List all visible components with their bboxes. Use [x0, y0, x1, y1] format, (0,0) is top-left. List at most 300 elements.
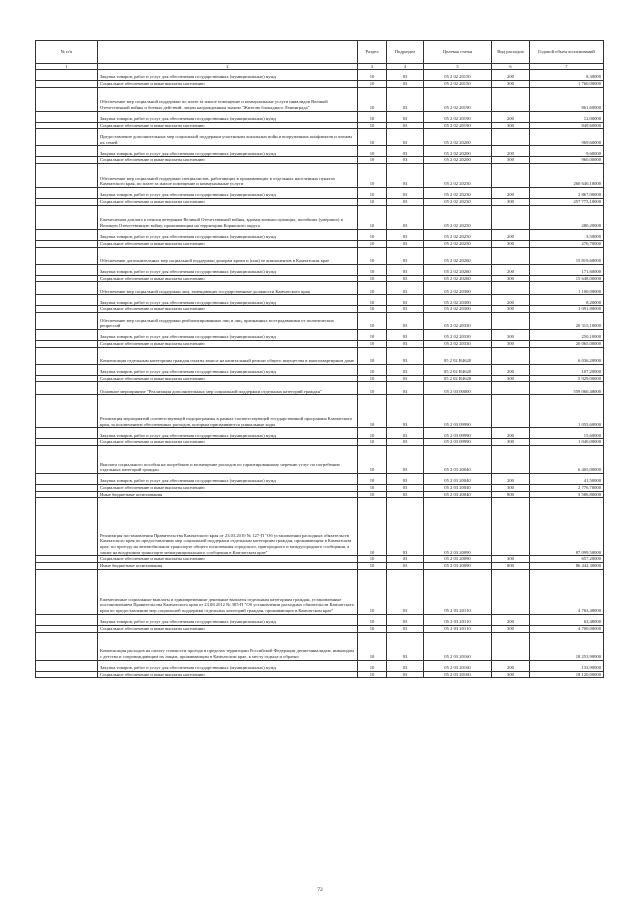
row-podrazdel-cell: 03	[387, 485, 424, 492]
row-name-cell: Социальное обеспечение и иные выплаты населению	[98, 375, 358, 382]
row-number-cell	[36, 556, 98, 563]
table-row	[36, 375, 604, 382]
row-name-cell: Закупка товаров, работ и услуг для обеспечения государственных (муниципальных) нужд	[98, 660, 358, 671]
row-podrazdel-cell: 03	[387, 129, 424, 146]
table-row	[36, 614, 604, 625]
row-amount-cell: 3 586,80000	[530, 491, 604, 498]
row-number-cell	[36, 129, 98, 146]
row-name-cell: Обеспечение мер социальной поддержки по плате за жилое помещение и коммунальные услуги инвалидов Великой Отечественной войны и боевых действий, лицам награжденным знаком "Жителю блокадного Ленинграда"	[98, 87, 358, 111]
row-razdel-cell: 10	[358, 205, 387, 229]
row-name-cell: Закупка товаров, работ и услуг для обеспечения государственных (муниципальных) нужд	[98, 264, 358, 275]
row-razdel-cell: 10	[358, 632, 387, 660]
row-razdel-cell: 10	[358, 229, 387, 240]
row-target-article-cell: 05 2 02 20330	[424, 312, 492, 329]
row-razdel-cell: 10	[358, 474, 387, 485]
row-target-article-cell: 05 2 03 20040	[424, 474, 492, 485]
row-name-cell: Социальное обеспечение и иные выплаты населению	[98, 275, 358, 282]
row-target-article-cell: 05 2 03 20040	[424, 485, 492, 492]
row-razdel-cell: 10	[358, 70, 387, 81]
row-razdel-cell: 10	[358, 329, 387, 340]
row-amount-cell: 5 929,00000	[530, 375, 604, 382]
row-target-article-cell: 05 2 02 20300	[424, 306, 492, 313]
row-amount-cell: 6 405,00000	[530, 446, 604, 474]
row-name-cell: Закупка товаров, работ и услуг для обеспечения государственных (муниципальных) нужд	[98, 364, 358, 375]
row-number-cell	[36, 364, 98, 375]
row-amount-cell: 86 442,30000	[530, 563, 604, 570]
row-target-article-cell: 05 2 02 20230	[424, 188, 492, 199]
row-razdel-cell: 10	[358, 347, 387, 364]
row-razdel-cell: 10	[358, 556, 387, 563]
row-target-article-cell: 05 2 03 09990	[424, 428, 492, 439]
row-amount-cell: 87 099,50000	[530, 498, 604, 556]
row-number-cell	[36, 671, 98, 678]
row-podrazdel-cell: 03	[387, 312, 424, 329]
table-row	[36, 428, 604, 439]
row-expense-type-cell: 200	[492, 295, 530, 306]
budget-table-container	[35, 40, 603, 678]
row-podrazdel-cell: 03	[387, 428, 424, 439]
row-razdel-cell: 10	[358, 81, 387, 88]
row-razdel-cell: 10	[358, 282, 387, 295]
row-number-cell	[36, 439, 98, 446]
table-header-row	[36, 41, 604, 64]
table-row	[36, 329, 604, 340]
row-razdel-cell: 10	[358, 312, 387, 329]
row-razdel-cell: 10	[358, 340, 387, 347]
row-amount-cell: 63,48000	[530, 614, 604, 625]
row-razdel-cell: 10	[358, 625, 387, 632]
row-name-cell: Закупка товаров, работ и услуг для обеспечения государственных (муниципальных) нужд	[98, 146, 358, 157]
table-row	[36, 111, 604, 122]
column-number: 4	[387, 64, 424, 70]
row-number-cell	[36, 229, 98, 240]
column-number: 7	[530, 64, 604, 70]
row-target-article-cell: 05 2 03 09990	[424, 395, 492, 428]
row-expense-type-cell: 300	[492, 625, 530, 632]
row-podrazdel-cell: 03	[387, 264, 424, 275]
row-expense-type-cell: 200	[492, 229, 530, 240]
column-number: 2	[98, 64, 358, 70]
row-target-article-cell: 05 2 02 20260	[424, 275, 492, 282]
row-razdel-cell: 10	[358, 428, 387, 439]
row-razdel-cell: 10	[358, 382, 387, 395]
row-target-article-cell: 05 2 03 00000	[424, 382, 492, 395]
row-number-cell	[36, 329, 98, 340]
row-target-article-cell: 05 2 02 20200	[424, 146, 492, 157]
table-row	[36, 632, 604, 660]
row-name-cell: Выплата социального пособия на погребение и возмещение расходов по гарантированному перечню услуг по погребению отдельных категорий граждан	[98, 446, 358, 474]
column-number: 3	[358, 64, 387, 70]
row-target-article-cell: 05 2 03 20090	[424, 563, 492, 570]
row-expense-type-cell: 300	[492, 199, 530, 206]
row-name-cell: Закупка товаров, работ и услуг для обеспечения государственных (муниципальных) нужд	[98, 111, 358, 122]
row-amount-cell: 18 120,00000	[530, 671, 604, 678]
row-expense-type-cell: 300	[492, 340, 530, 347]
table-row	[36, 439, 604, 446]
row-amount-cell: 15,60000	[530, 428, 604, 439]
row-podrazdel-cell: 03	[387, 340, 424, 347]
row-expense-type-cell	[492, 164, 530, 188]
row-razdel-cell: 10	[358, 491, 387, 498]
table-row	[36, 122, 604, 129]
table-row	[36, 347, 604, 364]
row-podrazdel-cell: 03	[387, 329, 424, 340]
row-target-article-cell: 05 2 02 R4620	[424, 375, 492, 382]
row-target-article-cell: 05 2 02 20260	[424, 264, 492, 275]
header-name	[98, 41, 358, 64]
row-amount-cell: 2 867,00000	[530, 188, 604, 199]
row-number-cell	[36, 188, 98, 199]
row-target-article-cell: 05 2 02 20250	[424, 229, 492, 240]
row-expense-type-cell: 300	[492, 81, 530, 88]
table-row	[36, 87, 604, 111]
row-razdel-cell: 10	[358, 446, 387, 474]
row-amount-cell: 1 091,80000	[530, 306, 604, 313]
table-row	[36, 205, 604, 229]
row-number-cell	[36, 312, 98, 329]
row-name-cell: Закупка товаров, работ и услуг для обеспечения государственных (муниципальных) нужд	[98, 188, 358, 199]
table-row	[36, 157, 604, 164]
column-number: 5	[424, 64, 492, 70]
row-expense-type-cell: 200	[492, 474, 530, 485]
row-amount-cell: 276,70000	[530, 240, 604, 247]
row-target-article-cell: 05 2 02 20300	[424, 295, 492, 306]
row-number-cell	[36, 485, 98, 492]
row-expense-type-cell: 200	[492, 264, 530, 275]
row-number-cell	[36, 122, 98, 129]
row-target-article-cell: 05 2 03 20110	[424, 625, 492, 632]
row-amount-cell: 849,60000	[530, 122, 604, 129]
row-expense-type-cell: 300	[492, 439, 530, 446]
row-podrazdel-cell: 03	[387, 375, 424, 382]
table-row	[36, 446, 604, 474]
row-amount-cell: 8,20000	[530, 295, 604, 306]
row-name-cell: Социальное обеспечение и иные выплаты населению	[98, 81, 358, 88]
row-amount-cell: 3,50000	[530, 229, 604, 240]
row-number-cell	[36, 205, 98, 229]
row-target-article-cell: 05 2 03 20160	[424, 671, 492, 678]
row-target-article-cell: 05 2 02 R4620	[424, 347, 492, 364]
row-name-cell: Иные бюджетные ассигнования	[98, 563, 358, 570]
row-number-cell	[36, 632, 98, 660]
row-name-cell: Ежемесячная доплата к пенсии ветеранам Великой Отечественной войны, вдовам военнослужащих, погибших (умерших) в Великую Отечественную войну, проживающим на территории Корякского округа	[98, 205, 358, 229]
row-podrazdel-cell: 03	[387, 122, 424, 129]
row-razdel-cell: 10	[358, 364, 387, 375]
row-podrazdel-cell: 03	[387, 146, 424, 157]
row-target-article-cell: 05 2 02 20250	[424, 240, 492, 247]
row-target-article-cell: 05 2 03 20160	[424, 632, 492, 660]
table-row	[36, 306, 604, 313]
row-target-article-cell: 05 2 03 20040	[424, 491, 492, 498]
row-razdel-cell: 10	[358, 295, 387, 306]
row-name-cell: Обеспечение мер социальной поддержки реабилитированных лиц и лиц, признанных пострадавшими от политических репрессий	[98, 312, 358, 329]
row-number-cell	[36, 282, 98, 295]
row-razdel-cell: 10	[358, 240, 387, 247]
row-podrazdel-cell: 03	[387, 188, 424, 199]
row-razdel-cell: 10	[358, 264, 387, 275]
row-name-cell: Компенсация отдельным категориям граждан оплаты взноса на капитальный ремонт общего имущества в многоквартирном доме	[98, 347, 358, 364]
row-expense-type-cell: 200	[492, 70, 530, 81]
row-target-article-cell: 05 2 03 09990	[424, 439, 492, 446]
column-number: 6	[492, 64, 530, 70]
row-expense-type-cell: 800	[492, 563, 530, 570]
row-amount-cell: 9,60000	[530, 146, 604, 157]
table-row	[36, 364, 604, 375]
row-number-cell	[36, 199, 98, 206]
row-expense-type-cell: 200	[492, 188, 530, 199]
row-number-cell	[36, 446, 98, 474]
table-row	[36, 146, 604, 157]
row-name-cell: Социальное обеспечение и иные выплаты населению	[98, 306, 358, 313]
row-expense-type-cell: 300	[492, 275, 530, 282]
row-name-cell: Закупка товаров, работ и услуг для обеспечения государственных (муниципальных) нужд	[98, 229, 358, 240]
row-podrazdel-cell: 03	[387, 614, 424, 625]
row-amount-cell: 107,20000	[530, 364, 604, 375]
row-razdel-cell: 10	[358, 111, 387, 122]
row-razdel-cell: 10	[358, 569, 387, 614]
row-number-cell	[36, 491, 98, 498]
row-amount-cell: 250,10000	[530, 329, 604, 340]
row-number-cell	[36, 87, 98, 111]
row-target-article-cell: 05 2 02 20190	[424, 87, 492, 111]
table-row	[36, 199, 604, 206]
row-amount-cell: 133,90000	[530, 660, 604, 671]
row-expense-type-cell: 300	[492, 671, 530, 678]
row-amount-cell: 960,00000	[530, 157, 604, 164]
row-razdel-cell: 10	[358, 485, 387, 492]
row-number-cell	[36, 340, 98, 347]
row-number-cell	[36, 474, 98, 485]
row-razdel-cell: 10	[358, 157, 387, 164]
table-row	[36, 491, 604, 498]
row-podrazdel-cell: 03	[387, 382, 424, 395]
row-name-cell: Реализация мероприятий соответствующей подпрограммы в рамках соответствующей государственной программы Камчатского края, за исключением обеспеченных расходов, которым присваиваются уникальные коды	[98, 395, 358, 428]
row-number-cell	[36, 247, 98, 264]
table-row	[36, 129, 604, 146]
row-expense-type-cell: 300	[492, 306, 530, 313]
row-expense-type-cell	[492, 632, 530, 660]
row-name-cell: Социальное обеспечение и иные выплаты населению	[98, 157, 358, 164]
row-razdel-cell: 10	[358, 563, 387, 570]
row-amount-cell: 20 065,00000	[530, 340, 604, 347]
row-name-cell: Социальное обеспечение и иные выплаты населению	[98, 556, 358, 563]
row-amount-cell: 861,60000	[530, 87, 604, 111]
row-amount-cell: 559 060,48000	[530, 382, 604, 395]
table-row	[36, 474, 604, 485]
row-name-cell: Социальное обеспечение и иные выплаты населению	[98, 625, 358, 632]
row-number-cell	[36, 498, 98, 556]
header-annual-amount: Годовой объем ассигнований	[530, 41, 604, 64]
row-number-cell	[36, 306, 98, 313]
header-target-article: Целевая статья	[424, 41, 492, 64]
row-number-cell	[36, 240, 98, 247]
table-row	[36, 485, 604, 492]
row-number-cell	[36, 625, 98, 632]
row-podrazdel-cell: 03	[387, 229, 424, 240]
row-name-cell: Обеспечение мер социальной поддержки лиц, замещающих государственные должности Камчатского края	[98, 282, 358, 295]
row-number-cell	[36, 563, 98, 570]
table-row	[36, 264, 604, 275]
table-row	[36, 81, 604, 88]
header-razdel: Раздел	[358, 41, 387, 64]
row-number-cell	[36, 146, 98, 157]
table-row	[36, 188, 604, 199]
row-target-article-cell: 05 2 03 20160	[424, 660, 492, 671]
row-expense-type-cell	[492, 247, 530, 264]
row-target-article-cell: 05 2 02 20200	[424, 157, 492, 164]
row-podrazdel-cell: 03	[387, 671, 424, 678]
row-target-article-cell: 05 2 03 20040	[424, 446, 492, 474]
header-num: № п/п	[36, 41, 98, 64]
table-row	[36, 229, 604, 240]
row-razdel-cell: 10	[358, 439, 387, 446]
row-razdel-cell: 10	[358, 614, 387, 625]
row-podrazdel-cell: 03	[387, 81, 424, 88]
row-podrazdel-cell: 03	[387, 295, 424, 306]
table-row	[36, 340, 604, 347]
table-row	[36, 660, 604, 671]
table-row	[36, 164, 604, 188]
row-expense-type-cell: 300	[492, 240, 530, 247]
table-row	[36, 240, 604, 247]
table-row	[36, 563, 604, 570]
row-razdel-cell: 10	[358, 188, 387, 199]
row-name-cell: Социальное обеспечение и иные выплаты населению	[98, 439, 358, 446]
row-number-cell	[36, 395, 98, 428]
row-amount-cell: 8,30000	[530, 70, 604, 81]
row-podrazdel-cell: 03	[387, 347, 424, 364]
row-name-cell: Закупка товаров, работ и услуг для обеспечения государственных (муниципальных) нужд	[98, 614, 358, 625]
row-amount-cell: 18 253,90000	[530, 632, 604, 660]
row-expense-type-cell: 200	[492, 111, 530, 122]
row-razdel-cell: 10	[358, 164, 387, 188]
row-podrazdel-cell: 03	[387, 563, 424, 570]
row-number-cell	[36, 347, 98, 364]
row-expense-type-cell: 300	[492, 556, 530, 563]
row-target-article-cell: 05 2 03 20090	[424, 498, 492, 556]
row-podrazdel-cell: 03	[387, 240, 424, 247]
row-podrazdel-cell: 03	[387, 87, 424, 111]
row-target-article-cell: 05 2 02 20250	[424, 205, 492, 229]
row-number-cell	[36, 111, 98, 122]
row-target-article-cell: 05 2 02 20300	[424, 282, 492, 295]
row-podrazdel-cell: 03	[387, 164, 424, 188]
row-number-cell	[36, 164, 98, 188]
row-amount-cell: 6 036,20000	[530, 347, 604, 364]
row-amount-cell: 1 055,60000	[530, 395, 604, 428]
row-amount-cell: 12,00000	[530, 111, 604, 122]
row-podrazdel-cell: 03	[387, 282, 424, 295]
row-podrazdel-cell: 03	[387, 395, 424, 428]
row-podrazdel-cell: 03	[387, 364, 424, 375]
row-number-cell	[36, 264, 98, 275]
row-amount-cell: 20 315,10000	[530, 312, 604, 329]
row-expense-type-cell: 300	[492, 122, 530, 129]
row-expense-type-cell	[492, 282, 530, 295]
row-name-cell: Социальное обеспечение и иные выплаты населению	[98, 240, 358, 247]
row-podrazdel-cell: 03	[387, 474, 424, 485]
row-razdel-cell: 10	[358, 129, 387, 146]
row-name-cell: Предоставление дополнительных мер социальной поддержки участникам локальных войн и вооруженных конфликтов и членам их семей	[98, 129, 358, 146]
row-razdel-cell: 10	[358, 199, 387, 206]
row-expense-type-cell	[492, 569, 530, 614]
row-target-article-cell: 05 2 02 20330	[424, 340, 492, 347]
row-expense-type-cell	[492, 87, 530, 111]
row-number-cell	[36, 157, 98, 164]
row-podrazdel-cell: 03	[387, 247, 424, 264]
table-row	[36, 395, 604, 428]
row-expense-type-cell: 200	[492, 364, 530, 375]
row-amount-cell: 280,20000	[530, 205, 604, 229]
column-number: 1	[36, 64, 98, 70]
row-razdel-cell: 10	[358, 375, 387, 382]
row-target-article-cell: 05 2 02 R4620	[424, 364, 492, 375]
row-razdel-cell: 10	[358, 498, 387, 556]
row-expense-type-cell: 200	[492, 660, 530, 671]
row-amount-cell: 4 763,48000	[530, 569, 604, 614]
row-razdel-cell: 10	[358, 247, 387, 264]
row-amount-cell: 2 776,70000	[530, 485, 604, 492]
row-target-article-cell: 05 2 02 20200	[424, 129, 492, 146]
row-expense-type-cell	[492, 446, 530, 474]
row-razdel-cell: 10	[358, 87, 387, 111]
table-row	[36, 625, 604, 632]
row-expense-type-cell: 800	[492, 491, 530, 498]
row-target-article-cell: 05 2 02 20260	[424, 247, 492, 264]
row-number-cell	[36, 81, 98, 88]
table-row	[36, 295, 604, 306]
row-amount-cell: 657,20000	[530, 556, 604, 563]
row-expense-type-cell	[492, 395, 530, 428]
row-expense-type-cell	[492, 129, 530, 146]
row-expense-type-cell: 300	[492, 485, 530, 492]
row-number-cell	[36, 295, 98, 306]
row-podrazdel-cell: 03	[387, 660, 424, 671]
row-expense-type-cell	[492, 498, 530, 556]
row-number-cell	[36, 569, 98, 614]
table-body	[36, 70, 604, 678]
row-expense-type-cell	[492, 205, 530, 229]
row-target-article-cell: 05 2 03 20090	[424, 556, 492, 563]
row-amount-cell: 1 100,00000	[530, 282, 604, 295]
row-target-article-cell: 05 2 03 20110	[424, 614, 492, 625]
row-podrazdel-cell: 03	[387, 498, 424, 556]
row-name-cell: Закупка товаров, работ и услуг для обеспечения государственных (муниципальных) нужд	[98, 474, 358, 485]
row-amount-cell: 1 760,00000	[530, 81, 604, 88]
row-number-cell	[36, 660, 98, 671]
row-target-article-cell: 05 2 02 20330	[424, 329, 492, 340]
row-podrazdel-cell: 03	[387, 625, 424, 632]
row-podrazdel-cell: 03	[387, 306, 424, 313]
row-podrazdel-cell: 03	[387, 205, 424, 229]
row-amount-cell: 15 819,60000	[530, 247, 604, 264]
row-name-cell: Закупка товаров, работ и услуг для обеспечения государственных (муниципальных) нужд	[98, 295, 358, 306]
row-number-cell	[36, 70, 98, 81]
row-podrazdel-cell: 03	[387, 199, 424, 206]
table-row	[36, 556, 604, 563]
row-name-cell: Закупка товаров, работ и услуг для обеспечения государственных (муниципальных) нужд	[98, 70, 358, 81]
row-expense-type-cell: 200	[492, 146, 530, 157]
row-podrazdel-cell: 03	[387, 491, 424, 498]
row-podrazdel-cell: 03	[387, 157, 424, 164]
row-amount-cell: 260 640,10000	[530, 164, 604, 188]
row-amount-cell: 1 040,00000	[530, 439, 604, 446]
row-razdel-cell: 10	[358, 660, 387, 671]
row-number-cell	[36, 614, 98, 625]
row-name-cell: Социальное обеспечение и иные выплаты населению	[98, 340, 358, 347]
row-name-cell: Ежемесячные социальные выплаты и единовременные денежные выплаты отдельным категориям граждан, установленные постановлением Правительства Камчатского края от 23.08.2012 № 385-П "Об установлении расходных обязательств Камчатского края по предоставлению мер социальной поддержки отдельных категорий граждан, проживающих в Камчатском крае"	[98, 569, 358, 614]
row-target-article-cell: 05 2 02 20230	[424, 199, 492, 206]
